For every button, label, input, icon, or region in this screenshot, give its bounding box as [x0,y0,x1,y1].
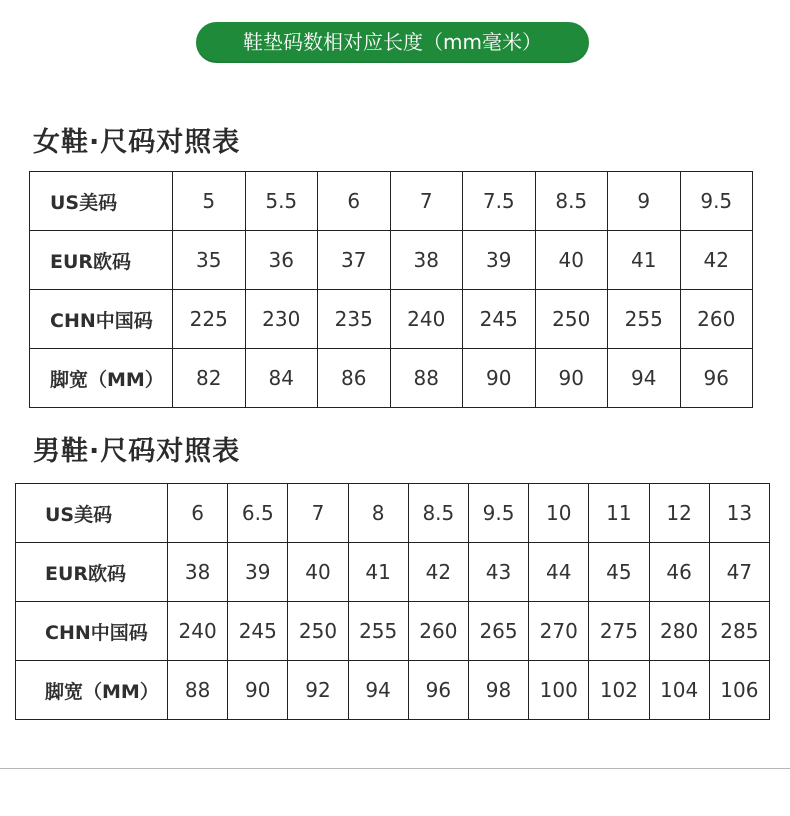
row-header: US美码 [16,484,168,543]
table-cell: 90 [463,349,536,408]
row-header: 脚宽（MM） [16,661,168,720]
table-cell: 5 [173,172,246,231]
size-chart-banner: 鞋垫码数相对应长度（mm毫米） [196,22,589,63]
men-size-chart-title: 男鞋·尺码对照表 [33,436,241,467]
table-row [30,172,753,231]
table-cell: 245 [228,602,288,661]
table-row [16,602,770,661]
table-cell: 230 [245,290,318,349]
table-cell: 86 [318,349,391,408]
table-cell: 280 [649,602,709,661]
table-cell: 8.5 [535,172,608,231]
table-cell: 255 [348,602,408,661]
table-cell: 47 [709,543,769,602]
table-cell: 265 [468,602,528,661]
table-cell: 42 [680,231,753,290]
table-cell: 38 [168,543,228,602]
table-cell: 270 [529,602,589,661]
table-cell: 38 [390,231,463,290]
row-header: US美码 [30,172,173,231]
women-size-chart-title: 女鞋·尺码对照表 [33,127,241,158]
table-cell: 84 [245,349,318,408]
table-cell: 88 [390,349,463,408]
row-header: 脚宽（MM） [30,349,173,408]
row-header: CHN中国码 [16,602,168,661]
table-cell: 90 [535,349,608,408]
table-cell: 7.5 [463,172,536,231]
table-cell: 94 [608,349,681,408]
bottom-divider [0,768,790,769]
table-cell: 13 [709,484,769,543]
table-cell: 104 [649,661,709,720]
table-cell: 8 [348,484,408,543]
table-cell: 37 [318,231,391,290]
table-cell: 45 [589,543,649,602]
table-cell: 245 [463,290,536,349]
table-row [16,543,770,602]
table-cell: 11 [589,484,649,543]
table-cell: 235 [318,290,391,349]
table-cell: 40 [288,543,348,602]
women-size-table-body [30,172,753,408]
row-header: CHN中国码 [30,290,173,349]
table-cell: 255 [608,290,681,349]
men-size-table-body [16,484,770,720]
table-cell: 94 [348,661,408,720]
table-cell: 275 [589,602,649,661]
table-cell: 7 [288,484,348,543]
table-cell: 6 [168,484,228,543]
table-cell: 44 [529,543,589,602]
table-cell: 250 [288,602,348,661]
table-cell: 5.5 [245,172,318,231]
row-header: EUR欧码 [30,231,173,290]
table-cell: 39 [228,543,288,602]
table-cell: 106 [709,661,769,720]
table-cell: 12 [649,484,709,543]
table-cell: 6 [318,172,391,231]
table-cell: 100 [529,661,589,720]
table-cell: 41 [348,543,408,602]
table-cell: 40 [535,231,608,290]
table-cell: 96 [680,349,753,408]
table-cell: 6.5 [228,484,288,543]
table-cell: 41 [608,231,681,290]
table-cell: 9 [608,172,681,231]
table-cell: 8.5 [408,484,468,543]
table-cell: 9.5 [680,172,753,231]
table-cell: 46 [649,543,709,602]
table-cell: 102 [589,661,649,720]
table-cell: 10 [529,484,589,543]
row-header: EUR欧码 [16,543,168,602]
table-cell: 260 [408,602,468,661]
table-cell: 250 [535,290,608,349]
table-cell: 96 [408,661,468,720]
table-cell: 39 [463,231,536,290]
table-cell: 240 [168,602,228,661]
table-cell: 35 [173,231,246,290]
table-cell: 98 [468,661,528,720]
table-cell: 240 [390,290,463,349]
table-row [16,661,770,720]
women-size-table [29,171,753,408]
table-cell: 285 [709,602,769,661]
table-cell: 225 [173,290,246,349]
table-cell: 90 [228,661,288,720]
table-row [16,484,770,543]
table-cell: 92 [288,661,348,720]
table-cell: 9.5 [468,484,528,543]
table-cell: 88 [168,661,228,720]
table-cell: 7 [390,172,463,231]
table-cell: 42 [408,543,468,602]
men-size-table [15,483,770,720]
table-cell: 82 [173,349,246,408]
table-row [30,290,753,349]
table-cell: 43 [468,543,528,602]
table-cell: 36 [245,231,318,290]
table-cell: 260 [680,290,753,349]
table-row [30,231,753,290]
table-row [30,349,753,408]
